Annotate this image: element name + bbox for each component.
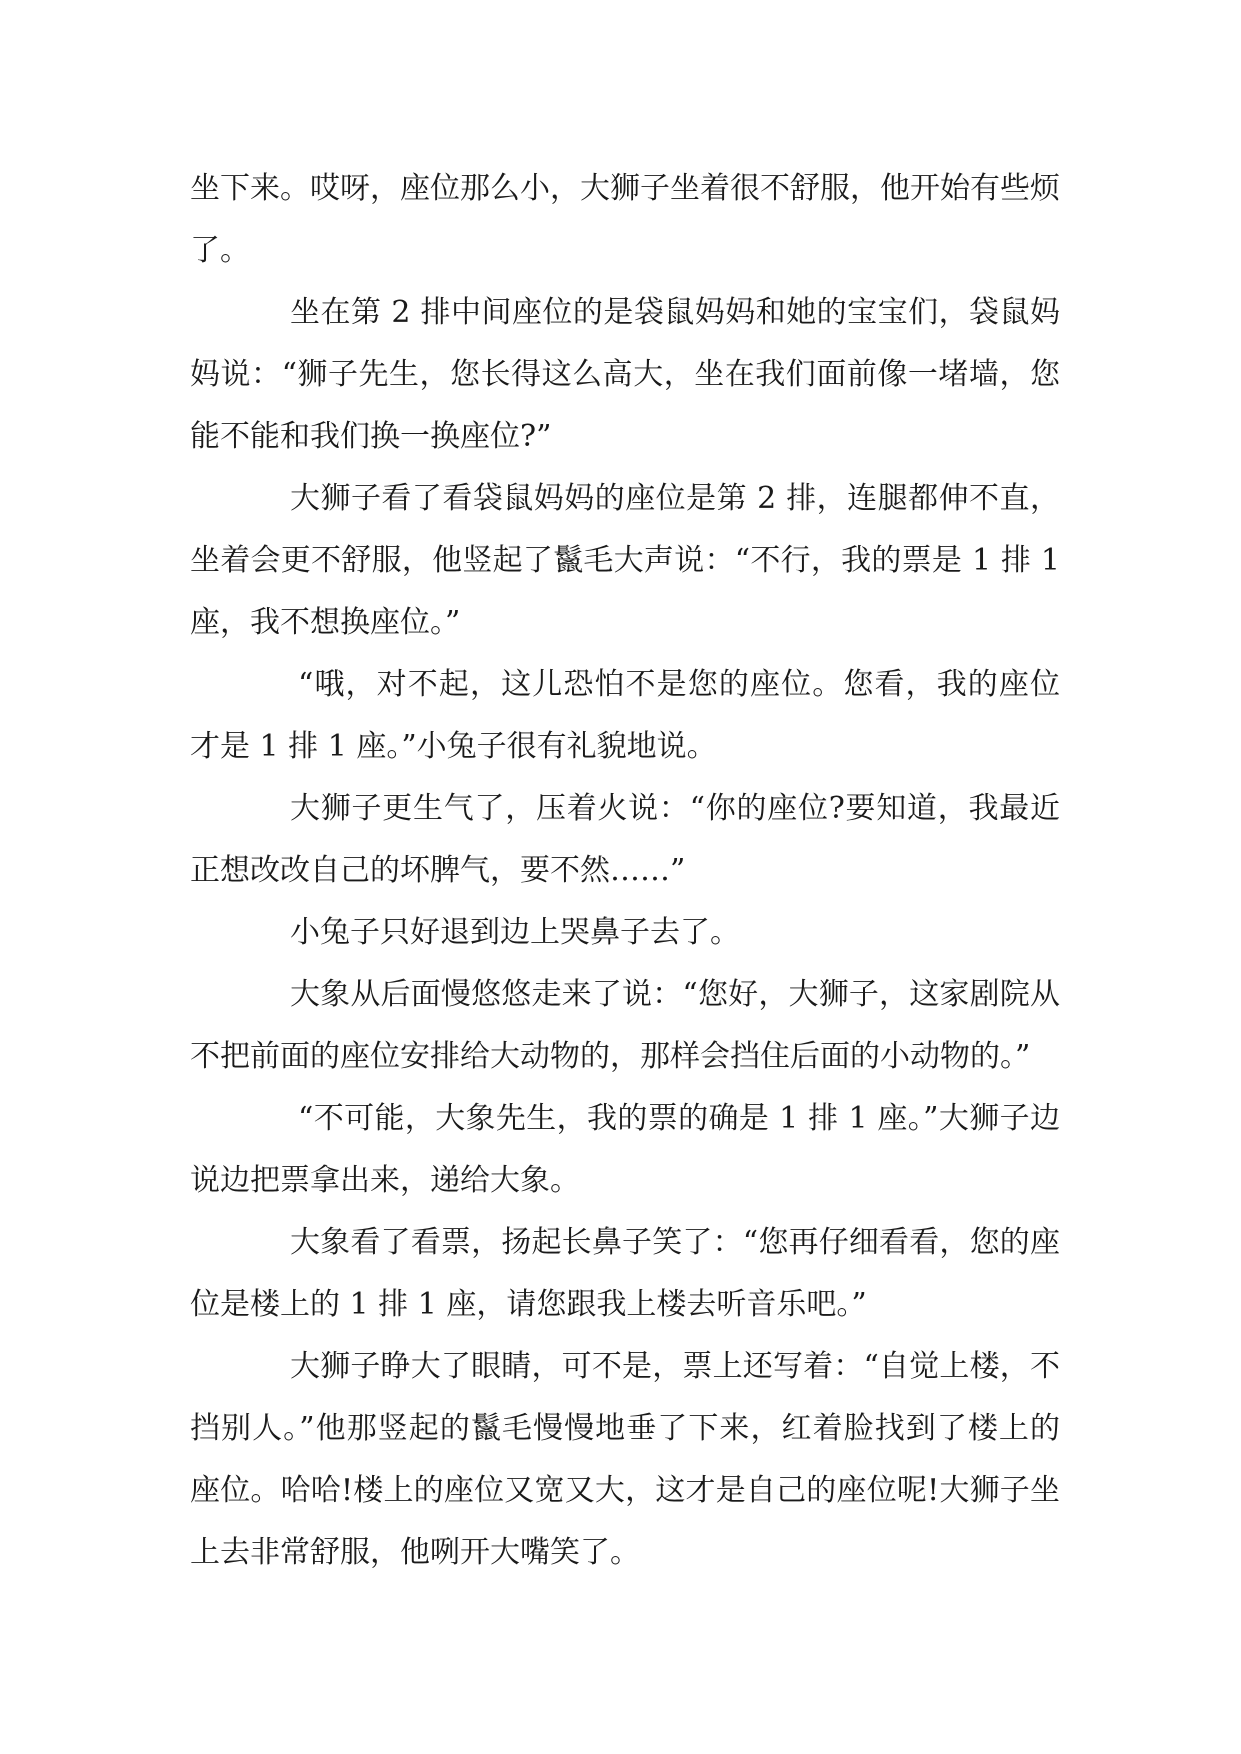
paragraph-2: 坐在第 2 排中间座位的是袋鼠妈妈和她的宝宝们，袋鼠妈妈说：“狮子先生，您长得这么高大，坐在我们面前像一堵墙，您能不能和我们换一换座位?” bbox=[190, 295, 1060, 454]
story-text bbox=[190, 158, 1060, 1584]
paragraph-3: 大狮子看了看袋鼠妈妈的座位是第 2 排，连腿都伸不直，坐着会更不舒服，他竖起了鬣毛大声说：“不行，我的票是 1 排 1 座，我不想换座位。” bbox=[190, 481, 1060, 640]
paragraph-4: “哦，对不起，这儿恐怕不是您的座位。您看，我的座位才是 1 排 1 座。”小兔子很有礼貌地说。 bbox=[190, 667, 1060, 764]
paragraph-6: 小兔子只好退到边上哭鼻子去了。 bbox=[290, 915, 740, 950]
paragraph-8: “不可能，大象先生，我的票的确是 1 排 1 座。”大狮子边说边把票拿出来，递给大象。 bbox=[190, 1101, 1060, 1198]
paragraph-5: 大狮子更生气了，压着火说：“你的座位?要知道，我最近正想改改自己的坏脾气，要不然……” bbox=[190, 791, 1060, 888]
paragraph-7: 大象从后面慢悠悠走来了说：“您好，大狮子，这家剧院从不把前面的座位安排给大动物的，那样会挡住后面的小动物的。” bbox=[190, 977, 1060, 1074]
paragraph-9: 大象看了看票，扬起长鼻子笑了：“您再仔细看看，您的座位是楼上的 1 排 1 座，请您跟我上楼去听音乐吧。” bbox=[190, 1225, 1060, 1322]
paragraph-10: 大狮子睁大了眼睛，可不是，票上还写着：“自觉上楼，不挡别人。”他那竖起的鬣毛慢慢地垂了下来，红着脸找到了楼上的座位。哈哈!楼上的座位又宽又大，这才是自己的座位呢!大狮子坐上去非常舒服，他咧开大嘴笑了。 bbox=[190, 1349, 1060, 1570]
paragraph-1: 坐下来。哎呀，座位那么小，大狮子坐着很不舒服，他开始有些烦了。 bbox=[190, 171, 1060, 268]
